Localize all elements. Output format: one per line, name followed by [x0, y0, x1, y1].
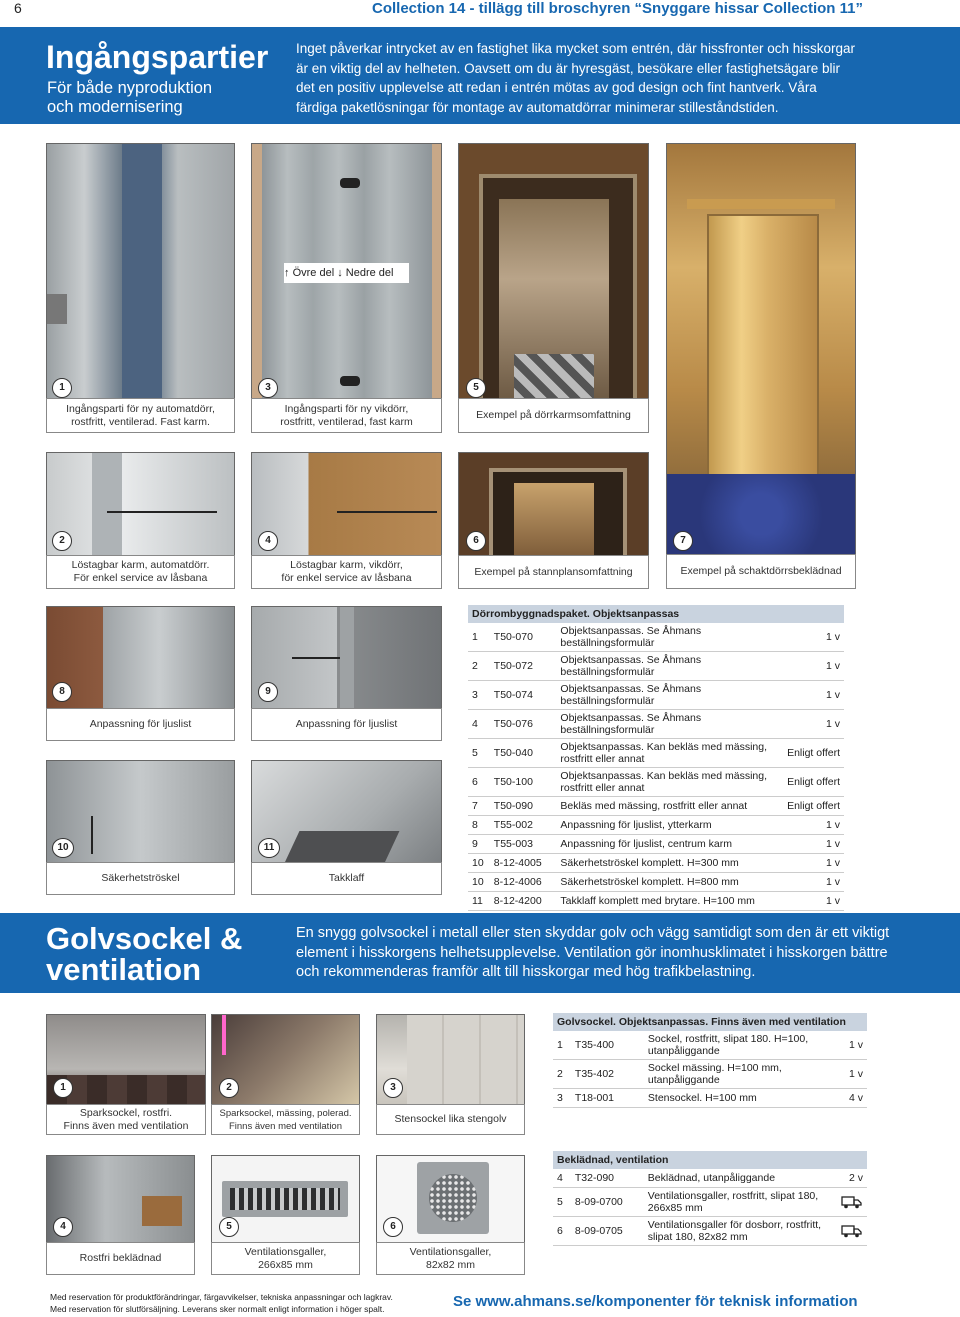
- delivery-time: 4 v: [830, 1089, 867, 1108]
- delivery-time: 1 v: [783, 652, 844, 681]
- section-intro: [296, 39, 855, 117]
- photo-caption: [211, 1242, 360, 1275]
- photo-caption: [458, 398, 649, 433]
- caption-line: Finns även med ventilation: [63, 1119, 189, 1132]
- caption-line: Finns även med ventilation: [228, 1120, 342, 1132]
- delivery-time: Enligt offert: [783, 768, 844, 797]
- delivery-time: 2 v: [829, 1169, 867, 1188]
- floor-skirting-table: [553, 1013, 867, 1108]
- row-number: 4: [553, 1169, 571, 1188]
- caption-line: Anpassning för ljuslist: [295, 718, 398, 730]
- photo-number-badge: 5: [219, 1217, 239, 1237]
- section-intro: [296, 924, 889, 983]
- photo-caption: [46, 398, 235, 433]
- table-row: [468, 710, 844, 739]
- photo-caption: [251, 555, 442, 589]
- description: Beklädnad, utanpåliggande: [644, 1169, 829, 1188]
- delivery-time: 1 v: [783, 854, 844, 873]
- row-number: 6: [468, 768, 490, 797]
- caption-line: För enkel service av låsbana: [73, 572, 208, 584]
- footer-disclaimer: [50, 1291, 393, 1315]
- website-link[interactable]: Se www.ahmans.se/komponenter för teknisk information: [453, 1293, 858, 1310]
- row-number: 10: [468, 854, 490, 873]
- banner-entrances: [0, 27, 960, 124]
- photo-caption: [211, 1104, 360, 1135]
- table-row: [553, 1188, 867, 1217]
- description: Objektsanpassas. Kan bekläs med mässing, rostfritt eller annat: [556, 768, 782, 797]
- photo-number-badge: 11: [258, 838, 280, 858]
- description: Bekläs med mässing, rostfritt eller annat: [556, 797, 782, 816]
- description: Anpassning för ljuslist, centrum karm: [556, 835, 782, 854]
- article-code: T35-400: [571, 1031, 644, 1060]
- photo-number-badge: 3: [383, 1078, 403, 1098]
- table-row: [553, 1060, 867, 1089]
- caption-line: för enkel service av låsbana: [281, 572, 412, 584]
- row-number: 8: [468, 816, 490, 835]
- article-code: T50-100: [490, 768, 557, 797]
- section-title: [46, 923, 242, 985]
- row-number: 7: [468, 797, 490, 816]
- caption-line: Stensockel lika stengolv: [394, 1113, 507, 1125]
- photo-safety-threshold: [46, 760, 235, 864]
- photo-caption: [46, 1104, 206, 1135]
- photo-number-badge: 9: [258, 682, 278, 702]
- delivery-time: [829, 1217, 867, 1246]
- photo-caption: [46, 555, 235, 589]
- disclaimer-line: Med reservation för produktförändringar, färgavvikelser, tekniska anpassningar och lagkrav.: [50, 1292, 393, 1302]
- photo-number-badge: 7: [673, 531, 693, 551]
- article-code: T50-072: [490, 652, 557, 681]
- caption-line: Ingångsparti för ny automatdörr,: [66, 402, 215, 415]
- caption-line: Säkerhetströskel: [101, 872, 180, 884]
- article-code: T35-402: [571, 1060, 644, 1089]
- description: Sockel, rostfritt, slipat 180. H=100, utanpåliggande: [644, 1031, 830, 1060]
- delivery-time: 1 v: [783, 710, 844, 739]
- photo-landing-frame-example: [458, 452, 649, 557]
- delivery-time: 1 v: [783, 681, 844, 710]
- description: Ventilationsgaller, rostfritt, slipat 180, 266x85 mm: [644, 1188, 829, 1217]
- article-code: 8-09-0705: [571, 1217, 644, 1246]
- intro-line: är en viktig del av helheten. Oavsett om du är hyresgäst, besökare eller fastighetsägare blir: [296, 60, 841, 76]
- description: Stensockel. H=100 mm: [644, 1089, 830, 1108]
- caption-line: Ventilationsgaller,: [244, 1245, 327, 1258]
- table-header: Golvsockel. Objektsanpassas. Finns även med ventilation: [553, 1013, 867, 1031]
- table-row: [468, 892, 844, 911]
- table-row: [553, 1089, 867, 1108]
- delivery-time: 1 v: [783, 892, 844, 911]
- photo-number-badge: 6: [383, 1217, 403, 1237]
- photo-caption: [251, 398, 442, 433]
- row-number: 6: [553, 1217, 571, 1246]
- photo-number-badge: 4: [258, 531, 278, 551]
- delivery-truck-icon: [841, 1224, 863, 1238]
- caption-line: 266x85 mm: [258, 1258, 313, 1271]
- photo-number-badge: 6: [466, 531, 486, 551]
- cladding-ventilation-table: [553, 1151, 867, 1246]
- caption-line: rostfritt, ventilerad, fast karm: [280, 415, 413, 428]
- table-row: [468, 681, 844, 710]
- photo-removable-frame-automatic: [46, 452, 235, 557]
- photo-caption: [376, 1104, 525, 1135]
- description: Objektsanpassas. Kan bekläs med mässing, rostfritt eller annat: [556, 739, 782, 768]
- article-code: T50-040: [490, 739, 557, 768]
- photo-caption: [458, 555, 649, 589]
- delivery-time: 1 v: [783, 623, 844, 652]
- caption-line: rostfritt, ventilerad. Fast karm.: [71, 415, 210, 428]
- photo-number-badge: 3: [258, 378, 278, 398]
- article-code: T50-090: [490, 797, 557, 816]
- description: Sockel mässing. H=100 mm, utanpåliggande: [644, 1060, 830, 1089]
- article-code: T18-001: [571, 1089, 644, 1108]
- intro-line: element i hisskorgens helhetsupplevelse. Ventilation gör inomhusklimatet i hisskorgen bättre: [296, 944, 888, 961]
- row-number: 10: [468, 873, 490, 892]
- banner-floor-skirting: [0, 913, 960, 993]
- article-code: 8-12-4005: [490, 854, 557, 873]
- table-row: [468, 768, 844, 797]
- table-row: [468, 739, 844, 768]
- row-number: 2: [553, 1060, 571, 1089]
- title-line: ventilation: [46, 952, 202, 987]
- article-code: 8-09-0700: [571, 1188, 644, 1217]
- caption-line: Anpassning för ljuslist: [89, 718, 192, 730]
- caption-line: Rostfri beklädnad: [79, 1252, 162, 1264]
- article-code: T50-070: [490, 623, 557, 652]
- table-header: Dörrombyggnadspaket. Objektsanpassas: [468, 605, 844, 623]
- table-row: [468, 652, 844, 681]
- delivery-time: 1 v: [830, 1060, 867, 1089]
- article-code: T50-074: [490, 681, 557, 710]
- caption-line: Löstagbar karm, vikdörr,: [290, 559, 403, 571]
- row-number: 1: [468, 623, 490, 652]
- description: Säkerhetströskel komplett. H=800 mm: [556, 873, 782, 892]
- caption-line: Sparksockel, rostfri.: [79, 1106, 173, 1119]
- intro-line: färdiga paketlösningar för montage av automatdörrar minimerar stilleståndstiden.: [296, 99, 779, 115]
- description: Objektsanpassas. Se Åhmans beställningsformulär: [556, 710, 782, 739]
- caption-line: Ventilationsgaller,: [409, 1245, 492, 1258]
- intro-line: och rekommenderas framför allt till hisskorgar med hög trafikbelastning.: [296, 964, 756, 980]
- table-header: Beklädnad, ventilation: [553, 1151, 867, 1169]
- arrow-up-icon: ↑: [284, 267, 290, 279]
- photo-number-badge: 10: [52, 838, 74, 858]
- section-subtitle: [47, 79, 212, 117]
- row-number: 3: [553, 1089, 571, 1108]
- description: Anpassning för ljuslist, ytterkarm: [556, 816, 782, 835]
- article-code: 8-12-4200: [490, 892, 557, 911]
- table-row: [553, 1169, 867, 1188]
- table-row: [553, 1217, 867, 1246]
- row-number: 1: [553, 1031, 571, 1060]
- photo-caption: [46, 1242, 195, 1275]
- description: Objektsanpassas. Se Åhmans beställningsformulär: [556, 623, 782, 652]
- intro-line: Inget påverkar intrycket av en fastighet lika mycket som entrén, där hissfronter och hisskorgar: [296, 41, 855, 56]
- caption-line: Exempel på stannplansomfattning: [474, 565, 633, 578]
- photo-door-frame-example: [458, 143, 649, 400]
- photo-number-badge: 1: [52, 378, 72, 398]
- row-number: 5: [553, 1188, 571, 1217]
- delivery-time: [829, 1188, 867, 1217]
- caption-line: Sparksockel, mässing, polerad.: [219, 1107, 352, 1119]
- row-number: 4: [468, 710, 490, 739]
- photo-caption: [46, 708, 235, 741]
- delivery-truck-icon: [841, 1195, 863, 1209]
- description: Objektsanpassas. Se Åhmans beställningsformulär: [556, 681, 782, 710]
- delivery-time: 1 v: [783, 873, 844, 892]
- photo-number-badge: 5: [466, 378, 486, 398]
- delivery-time: 1 v: [783, 816, 844, 835]
- subtitle-line: och modernisering: [47, 98, 183, 116]
- photo-automatic-door-entrance: [46, 143, 235, 400]
- description: Takklaff komplett med brytare. H=100 mm: [556, 892, 782, 911]
- photo-light-strip-adaptation-1: [46, 606, 235, 710]
- intro-line: det en positiv upplevelse att redan i entrén mötas av god design och fint hantverk. Våra: [296, 80, 817, 95]
- brochure-title: Collection 14 - tillägg till broschyren “Snyggare hissar Collection 11”: [372, 0, 863, 17]
- table-row: [468, 623, 844, 652]
- lower-part-label: Nedre del: [345, 267, 394, 279]
- article-code: T55-003: [490, 835, 557, 854]
- photo-number-badge: 2: [52, 531, 72, 551]
- row-number: 3: [468, 681, 490, 710]
- row-number: 9: [468, 835, 490, 854]
- photo-caption: [251, 862, 442, 895]
- photo-caption: [666, 554, 856, 589]
- upper-part-label: Övre del: [292, 267, 335, 279]
- table-row: [468, 873, 844, 892]
- article-code: T32-090: [571, 1169, 644, 1188]
- title-line: Golvsockel &: [46, 921, 243, 956]
- photo-light-strip-adaptation-2: [251, 606, 442, 710]
- photo-number-badge: 4: [53, 1217, 73, 1237]
- photo-removable-frame-folding: [251, 452, 442, 557]
- disclaimer-line: Med reservation för slutförsäljning. Leverans sker normalt enligt information i höger spalt.: [50, 1304, 385, 1314]
- door-package-table: [468, 605, 844, 911]
- description: Säkerhetströskel komplett. H=300 mm: [556, 854, 782, 873]
- row-number: 2: [468, 652, 490, 681]
- table-row: [468, 816, 844, 835]
- photo-caption: [46, 862, 235, 895]
- photo-number-badge: 1: [53, 1078, 73, 1098]
- row-number: 5: [468, 739, 490, 768]
- article-code: 8-12-4006: [490, 873, 557, 892]
- caption-line: Ingångsparti för ny vikdörr,: [284, 402, 409, 415]
- photo-caption: [376, 1242, 525, 1275]
- arrow-down-icon: ↓: [337, 267, 343, 279]
- caption-line: Exempel på dörrkarmsomfattning: [476, 409, 631, 421]
- caption-line: Exempel på schaktdörrsbeklädnad: [680, 565, 842, 577]
- article-code: T55-002: [490, 816, 557, 835]
- description: Ventilationsgaller för dosborr, rostfritt, slipat 180, 82x82 mm: [644, 1217, 829, 1246]
- photo-shaft-door-cladding: [666, 143, 856, 556]
- page-number: 6: [14, 0, 22, 16]
- caption-line: Takklaff: [328, 872, 365, 884]
- section-title: Ingångspartier: [46, 39, 269, 75]
- delivery-time: 1 v: [783, 835, 844, 854]
- photo-number-badge: 8: [52, 682, 72, 702]
- delivery-time: 1 v: [830, 1031, 867, 1060]
- intro-line: En snygg golvsockel i metall eller sten skyddar golv och vägg samtidigt som den är ett viktigt: [296, 925, 890, 941]
- caption-line: 82x82 mm: [425, 1258, 476, 1271]
- table-row: [553, 1031, 867, 1060]
- photo-caption: [251, 708, 442, 741]
- description: Objektsanpassas. Se Åhmans beställningsformulär: [556, 652, 782, 681]
- article-code: T50-076: [490, 710, 557, 739]
- photo-number-badge: 2: [219, 1078, 239, 1098]
- subtitle-line: För både nyproduktion: [47, 79, 213, 97]
- door-parts-label: [284, 263, 409, 283]
- delivery-time: Enligt offert: [783, 739, 844, 768]
- row-number: 11: [468, 892, 490, 911]
- table-row: [468, 854, 844, 873]
- table-row: [468, 835, 844, 854]
- table-row: [468, 797, 844, 816]
- caption-line: Löstagbar karm, automatdörr.: [71, 559, 210, 571]
- delivery-time: Enligt offert: [783, 797, 844, 816]
